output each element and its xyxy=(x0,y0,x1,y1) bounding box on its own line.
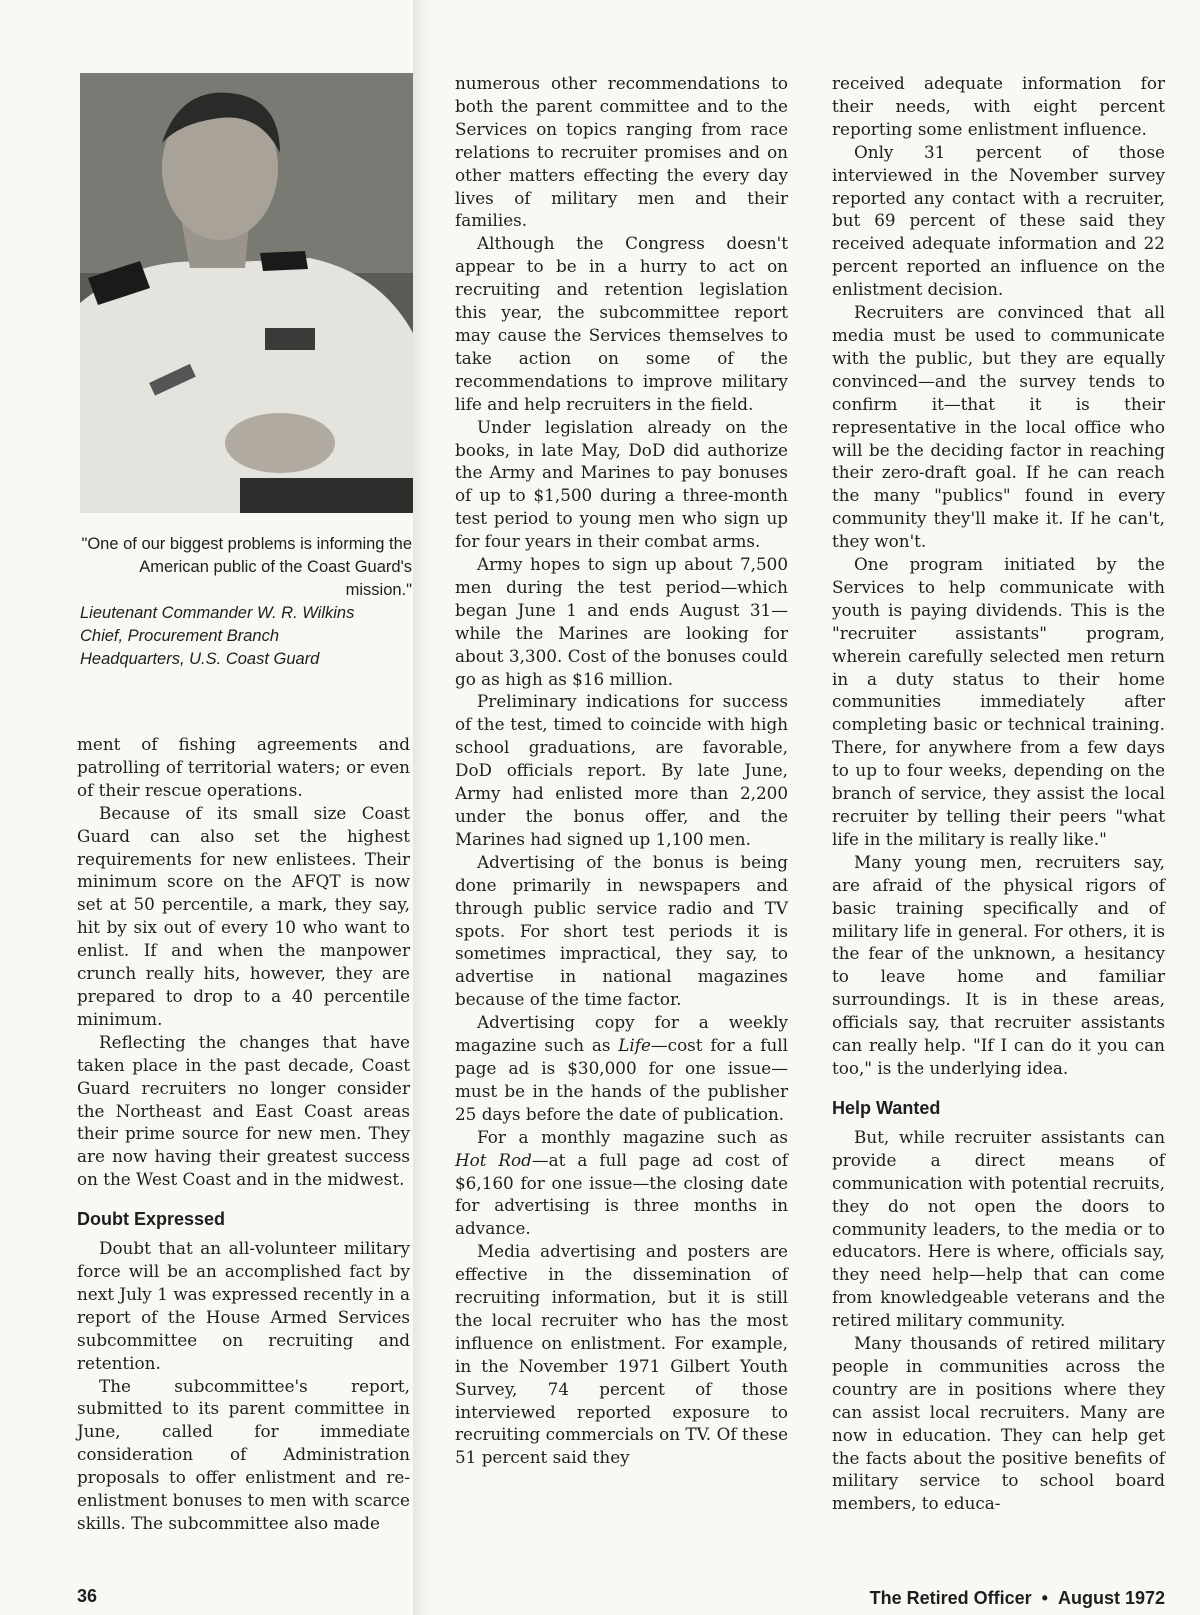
caption-credit-org: Headquarters, U.S. Coast Guard xyxy=(80,650,320,668)
caption-credit-name: Lieutenant Commander W. R. Wilkins xyxy=(80,604,355,622)
paragraph: Army hopes to sign up about 7,500 men during the test period—which began June 1 and ends August 31—while the Marines are looking for about 3,300. Cost of the bonuses could go as high as $16 million. xyxy=(455,554,788,689)
paragraph: But, while recruiter assistants can provide a direct means of communication with potential recruits, they do not open the doors to community leaders, to the media or to educators. Here is where, officials say, they need help—help that can come from knowledgeable veterans and the retired military community. xyxy=(832,1126,1165,1331)
paragraph: received adequate information for their needs, with eight percent reporting some enlistment influence. xyxy=(832,73,1165,139)
paragraph: Only 31 percent of those interviewed in the November survey reported any contact with a recruiter, but 69 percent of these said they received adequate information and 22 percent reported an influence on the enlistment decision. xyxy=(832,141,1165,300)
paragraph xyxy=(455,1126,788,1241)
text-run: Advertising copy for a weekly magazine such as xyxy=(455,1012,788,1056)
page-number: 36 xyxy=(77,1586,98,1606)
text-run: —cost for a full page ad is $30,000 for one issue—must be in the hands of the publisher 25 days before the date of publication. xyxy=(455,1035,788,1124)
paragraph: Doubt that an all-volunteer military force will be an accomplished fact by next July 1 was expressed recently in a report of the House Armed Services subcommittee on recruiting and retention. xyxy=(77,1238,410,1373)
paragraph: Advertising of the bonus is being done primarily in newspapers and through public service radio and TV spots. For short test periods it is sometimes impractical, they say, to advertise in national magazines because of the time factor. xyxy=(455,851,788,1010)
text-run: For a monthly magazine such as xyxy=(477,1126,788,1147)
column-2 xyxy=(455,72,788,1469)
paragraph: ment of fishing agreements and patrolling of territorial waters; or even of their rescue operations. xyxy=(77,734,410,800)
paragraph: Although the Congress doesn't appear to be in a hurry to act on recruiting and retention legislation this year, the subcommittee report may cause the Services themselves to take action on some of the recommendations to improve military life and help recruiters in the field. xyxy=(455,233,788,414)
paragraph: The subcommittee's report, submitted to its parent committee in June, called for immediate consideration of Administration proposals to offer enlistment and re-enlistment bonuses to men with scarce skills. The subcommittee also made xyxy=(77,1375,410,1533)
paragraph: numerous other recommendations to both the parent committee and to the Services on topics ranging from race relations to recruiter promises and on other matters effecting the every day lives of military men and their families. xyxy=(455,73,788,231)
paragraph: Many young men, recruiters say, are afraid of the physical rigors of basic training specifically and of military life in general. For others, it is the fear of the unknown, a hesitancy to leave home and familiar surroundings. It is in these areas, officials say, that recruiter assistants can really help. "If I can do it you can too," is the underlying idea. xyxy=(832,851,1165,1078)
photo-caption xyxy=(80,533,412,671)
column-3 xyxy=(832,72,1165,1515)
issue-date: August 1972 xyxy=(1057,1588,1165,1608)
caption-credit-title: Chief, Procurement Branch xyxy=(80,627,280,645)
paragraph: Many thousands of retired military people in communities across the country are in positions where they can assist local recruiters. Many are now in education. They can help get the facts about the positive benefits of military service to school board members, to educa- xyxy=(832,1333,1165,1514)
paragraph: Recruiters are convinced that all media must be used to communicate with the public, but they are equally convinced—and the survey tends to confirm it—that it is their representative in the local office who will be the deciding factor in reaching their zero-draft goal. If he can reach the many "publics" found in every community they'll make it. If he can't, they won't. xyxy=(832,302,1165,552)
running-footer xyxy=(870,1588,1165,1609)
paragraph: One program initiated by the Services to help communicate with youth is paying dividends. This is the "recruiter assistants" program, wherein carefully selected men return in a duty status to their home communities immediately after completing basic or technical training. There, for anywhere from a few days to up to four weeks, depending on the branch of service, they assist the local recruiter by telling their peers "what life in the military is really like." xyxy=(832,554,1165,849)
section-heading-doubt-expressed: Doubt Expressed xyxy=(77,1209,226,1230)
paragraph: Under legislation already on the books, in late May, DoD did authorize the Army and Marines to pay bonuses of up to $1,500 during a three-month test period to young men who sign up for four years in their combat arms. xyxy=(455,416,788,552)
section-heading-help-wanted: Help Wanted xyxy=(832,1097,941,1118)
caption-quote: "One of our biggest problems is informing the American public of the Coast Guard's mission." xyxy=(81,535,412,599)
column-1 xyxy=(77,733,410,1535)
bullet-separator: • xyxy=(1041,1588,1048,1608)
page-gutter xyxy=(413,0,443,1615)
paragraph: Preliminary indications for success of the test, timed to coincide with high school graduations, are favorable, DoD officials report. By late June, Army had enlisted more than 2,200 under the bonus offer, and the Marines had signed up 1,100 men. xyxy=(455,691,788,849)
paragraph: Because of its small size Coast Guard can also set the highest requirements for new enlistees. Their minimum score on the AFQT is now set at 50 percentile, a mark, they say, hit by six out of every 10 who want to enlist. If and when the manpower crunch really hits, however, they are prepared to drop to a 40 percentile minimum. xyxy=(77,802,410,1029)
paragraph: Reflecting the changes that have taken place in the past decade, Coast Guard recruiters no longer consider the Northeast and East Coast areas their prime source for new men. They are now having their greatest success on the West Coast and in the midwest. xyxy=(77,1031,410,1190)
paragraph xyxy=(455,1011,788,1126)
text-run: —at a full page ad cost of $6,160 for one issue—the closing date for advertising is three months in advance. xyxy=(455,1149,789,1239)
magazine-title-hot-rod: Hot Rod xyxy=(455,1149,532,1170)
magazine-title-life: Life xyxy=(618,1035,651,1056)
paragraph: Media advertising and posters are effective in the dissemination of recruiting information, but it is still the local recruiter who has the most influence on enlistment. For example, in the November 1971 Gilbert Youth Survey, 74 percent of those interviewed reported exposure to recruiting commercials on TV. Of these 51 percent said they xyxy=(455,1241,788,1468)
officer-photo xyxy=(80,73,413,513)
officer-photo-icon xyxy=(80,73,413,513)
publication-title: The Retired Officer xyxy=(869,1588,1032,1608)
